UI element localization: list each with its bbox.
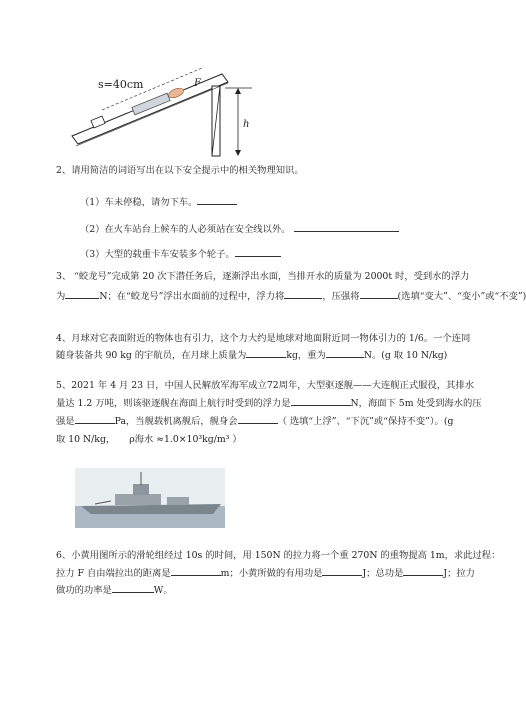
q2-item-1-text: （1）车未停稳，请勿下车。: [80, 197, 198, 208]
q5-blank-2[interactable]: [75, 414, 115, 424]
q3-text-a: 为: [56, 291, 66, 302]
warship-photo: [75, 468, 225, 528]
q3-blank-3[interactable]: [360, 289, 398, 299]
q6-text-e: 做功的功率是: [56, 585, 112, 596]
q5-line-4: [56, 429, 476, 450]
q6-line-1: 6、小黄用图所示的滑轮组经过 10s 的时间，用 150N 的拉力将一个重 270N 的重物提高 1m，求此过程：: [56, 550, 501, 561]
q2-item-1: [80, 194, 237, 208]
q2-item-2: [80, 221, 399, 235]
q3-line-2: [56, 286, 526, 307]
q6-text-d: J；拉力: [443, 568, 475, 579]
q5-text-a: 量达 1.2 万吨，则该驱逐舰在海面上航行时受到的浮力是: [56, 398, 291, 409]
q5-text-d: Pa，当舰载机离舰后，舰身会: [114, 416, 238, 427]
q4-text-a: 随身装备共 90 kg 的宇航员，在月球上质量为: [56, 350, 247, 361]
q6-text-c: J；总功是: [362, 568, 404, 579]
q3-text-b: N；在“蛟龙号”浮出水面前的过程中，浮力将: [99, 291, 285, 302]
q3-blank-2[interactable]: [284, 289, 322, 299]
q4-text-c: N。(g 取 10 N/kg): [363, 350, 448, 361]
q5-text-b: N，海面下 5m 处受到海水的压: [350, 398, 482, 409]
q6-blank-1[interactable]: [171, 566, 221, 576]
q2-item-2-text: （2）在火车站台上候车的人必须站在安全线以外。: [80, 224, 291, 235]
q6-text-a: 拉力 F 自由端拉出的距离是: [56, 568, 171, 579]
q2-item-3: [80, 246, 281, 260]
ship-deckhouse: [167, 497, 189, 505]
q6-blank-2[interactable]: [322, 566, 362, 576]
q5-density-note: ρ海水 ≈1.0×10³kg/m³ ）: [129, 434, 242, 445]
height-arrow-head-bottom: [235, 150, 241, 156]
q6-text-b: m；小黄所做的有用功是: [220, 568, 323, 579]
q3-text-d: (选填“变大”、“变小”或“不变”): [397, 291, 526, 302]
q3-text-c: ，压强将: [322, 291, 360, 302]
ship-superstructure: [115, 494, 161, 505]
q5-text-e: （ 选填“上浮”、“下沉”或“保持不变”）。(g: [277, 416, 454, 427]
q2-item-2-blank[interactable]: [294, 222, 399, 232]
incline-figure: [62, 56, 272, 156]
q3-blank-1[interactable]: [65, 289, 99, 299]
q4-blank-2[interactable]: [326, 348, 364, 358]
q6-blank-4[interactable]: [112, 583, 154, 593]
ship-bridge: [133, 484, 149, 495]
q5-text-f: 取 10 N/kg，: [56, 434, 116, 445]
q5-blank-3[interactable]: [238, 414, 278, 424]
q6-blank-3[interactable]: [403, 566, 443, 576]
q5-line-1: 5、2021 年 4 月 23 日，中国人民解放军海军成立72周年，大型驱逐舰——大连舰正式服役，其排水: [56, 380, 474, 391]
height-label: h: [243, 119, 250, 130]
q4-line-1: 4、月球对它表面附近的物体也有引力，这个力大约是地球对地面附近同一物体引力的 1/6。一个连同: [56, 333, 471, 344]
q2-item-1-blank[interactable]: [197, 195, 237, 205]
q2-item-3-text: （3）大型的载重卡车安装多个轮子。: [80, 249, 235, 260]
height-arrow-head-top: [235, 88, 241, 94]
q3-line-1: 3、 “蛟龙号”完成第 20 次下潜任务后，逐渐浮出水面，当排开水的质量为 2000t 时，受到水的浮力: [56, 271, 470, 282]
q5-text-c: 强是: [56, 416, 75, 427]
q2-item-3-blank[interactable]: [235, 247, 281, 257]
q4-blank-1[interactable]: [246, 348, 286, 358]
q2-stem: 2、请用简洁的词语写出在以下安全提示中的相关物理知识。: [56, 165, 304, 176]
q5-blank-1[interactable]: [291, 396, 351, 406]
q4-text-b: kg，重为: [286, 350, 326, 361]
distance-label: s=40cm: [98, 78, 144, 91]
q6-text-f: W。: [153, 585, 173, 596]
q6-line-3: [56, 580, 476, 601]
q4-line-2: [56, 345, 476, 366]
force-label: F: [194, 78, 201, 89]
incline-base-line: [76, 83, 228, 146]
